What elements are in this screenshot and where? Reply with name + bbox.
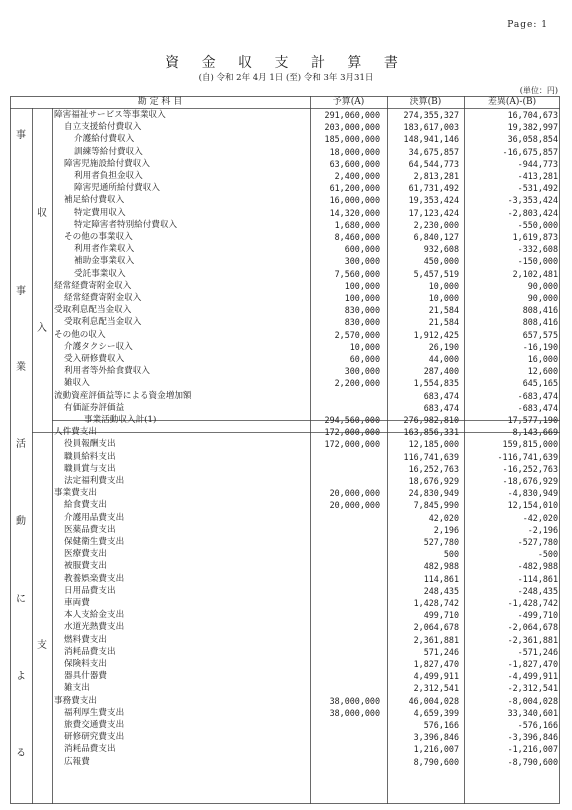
income-char: 入 bbox=[37, 323, 47, 334]
diff-value: 33,340,601 bbox=[507, 707, 558, 718]
table-row bbox=[52, 707, 560, 719]
diff-value: -2,196 bbox=[527, 524, 558, 535]
table-row bbox=[52, 536, 560, 548]
table-row bbox=[52, 146, 560, 158]
table-row bbox=[52, 743, 560, 755]
diff-value: 2,102,481 bbox=[512, 268, 558, 279]
account-name: 受入研修費収入 bbox=[64, 354, 125, 364]
actual-value: 8,790,600 bbox=[413, 756, 459, 767]
actual-value: 21,584 bbox=[428, 317, 459, 328]
diff-value: 1,619,873 bbox=[512, 232, 558, 242]
account-name: 広報費 bbox=[64, 756, 90, 767]
table-row bbox=[52, 426, 560, 438]
diff-value: -571,246 bbox=[517, 646, 558, 657]
actual-value: 571,246 bbox=[423, 646, 459, 657]
table-row bbox=[52, 207, 560, 219]
table-row bbox=[52, 756, 560, 768]
actual-value: 2,196 bbox=[433, 524, 459, 535]
actual-value: 576,166 bbox=[423, 720, 459, 730]
account-name: 補助金事業収入 bbox=[74, 256, 135, 267]
table-row bbox=[52, 341, 560, 353]
account-name: 介護用品費支出 bbox=[64, 512, 125, 523]
actual-value: 683,474 bbox=[423, 402, 459, 413]
header-diff: 差異(A)-(B) bbox=[487, 97, 537, 107]
diff-value: -8,790,600 bbox=[507, 756, 558, 767]
actual-value: 46,004,028 bbox=[408, 695, 459, 706]
actual-value: 16,252,763 bbox=[408, 463, 459, 474]
budget-value: 294,560,000 bbox=[324, 415, 380, 425]
diff-value: -2,803,424 bbox=[507, 207, 558, 218]
diff-value: -683,474 bbox=[517, 390, 558, 401]
actual-value: 21,584 bbox=[428, 305, 459, 316]
diff-value: -18,676,929 bbox=[502, 476, 558, 486]
diff-value: 808,416 bbox=[522, 305, 558, 316]
table-row bbox=[52, 304, 560, 316]
actual-value: 42,020 bbox=[428, 512, 459, 523]
budget-value: 185,000,000 bbox=[324, 134, 380, 145]
table-row bbox=[52, 499, 560, 511]
account-name: 保険料支出 bbox=[64, 659, 107, 669]
table-row bbox=[52, 621, 560, 633]
actual-value: 4,659,399 bbox=[413, 707, 459, 718]
table-row bbox=[52, 560, 560, 572]
table-row bbox=[52, 280, 560, 292]
diff-value: -2,064,678 bbox=[507, 622, 558, 633]
diff-value: -16,675,857 bbox=[502, 146, 558, 157]
account-name: 特定費用収入 bbox=[74, 207, 126, 218]
account-name: 日用品費支出 bbox=[64, 585, 116, 596]
header-actual: 決算(B) bbox=[409, 97, 442, 107]
account-name: 車両費 bbox=[64, 598, 90, 608]
account-name: 医療費支出 bbox=[64, 549, 107, 560]
category-char: 事 bbox=[16, 130, 26, 141]
category-char: る bbox=[16, 748, 26, 759]
account-name: 訓練等給付費収入 bbox=[74, 146, 143, 157]
table-row bbox=[52, 353, 560, 365]
diff-value: -944,773 bbox=[517, 158, 558, 169]
account-name: 補足給付費収入 bbox=[64, 195, 125, 206]
table-row bbox=[52, 316, 560, 328]
diff-value: 16,000 bbox=[527, 354, 558, 364]
budget-value: 63,600,000 bbox=[329, 158, 380, 169]
diff-value: -332,608 bbox=[517, 244, 558, 255]
table-row bbox=[52, 121, 560, 133]
table-row bbox=[52, 695, 560, 707]
diff-value: -42,020 bbox=[522, 512, 558, 523]
diff-value: -114,861 bbox=[517, 573, 558, 584]
table-row bbox=[52, 194, 560, 206]
statement-table bbox=[10, 96, 560, 804]
budget-value: 7,560,000 bbox=[334, 268, 380, 279]
table-row bbox=[52, 548, 560, 560]
account-name: 職員賞与支出 bbox=[64, 463, 116, 474]
category-char: 動 bbox=[16, 516, 26, 527]
account-name: 障害児施設給付費収入 bbox=[64, 158, 150, 169]
actual-value: 2,230,000 bbox=[413, 219, 459, 230]
category-char: 活 bbox=[16, 439, 26, 450]
budget-value: 100,000 bbox=[344, 293, 380, 303]
diff-value: -482,988 bbox=[517, 561, 558, 572]
account-name: 障害福祉サービス等事業収入 bbox=[54, 110, 166, 120]
actual-value: 287,400 bbox=[423, 366, 459, 377]
table-row bbox=[52, 438, 560, 450]
account-name: 受託事業収入 bbox=[74, 268, 126, 279]
diff-value: -1,216,007 bbox=[507, 744, 558, 755]
diff-value: -413,281 bbox=[517, 171, 558, 181]
actual-value: 274,355,327 bbox=[403, 110, 459, 120]
diff-value: -531,492 bbox=[517, 183, 558, 194]
account-name: 役員報酬支出 bbox=[64, 439, 116, 450]
account-name: 研修研究費支出 bbox=[64, 732, 125, 743]
actual-value: 1,912,425 bbox=[413, 329, 459, 340]
actual-value: 64,544,773 bbox=[408, 158, 459, 169]
actual-value: 10,000 bbox=[428, 293, 459, 303]
diff-value: -2,312,541 bbox=[507, 683, 558, 694]
category-char: 業 bbox=[16, 362, 26, 373]
account-name: 法定福利費支出 bbox=[64, 476, 125, 486]
category-char: に bbox=[16, 594, 26, 605]
diff-value: 8,143,669 bbox=[512, 427, 558, 438]
table-row bbox=[52, 475, 560, 487]
table-row bbox=[52, 451, 560, 463]
actual-value: 44,000 bbox=[428, 354, 459, 364]
diff-value: 16,704,673 bbox=[507, 110, 558, 120]
table-row bbox=[52, 670, 560, 682]
diff-value: 808,416 bbox=[522, 317, 558, 328]
document-title: 資 金 収 支 計 算 書 bbox=[165, 55, 407, 71]
actual-value: 276,982,810 bbox=[403, 415, 459, 425]
account-name: 本人支給金支出 bbox=[64, 610, 125, 621]
diff-value: 19,382,997 bbox=[507, 122, 558, 133]
budget-value: 8,460,000 bbox=[334, 232, 380, 242]
account-name: 水道光熱費支出 bbox=[64, 622, 125, 633]
budget-value: 16,000,000 bbox=[329, 195, 380, 206]
actual-value: 450,000 bbox=[423, 256, 459, 267]
table-row bbox=[52, 109, 560, 121]
diff-value: 12,154,010 bbox=[507, 500, 558, 511]
budget-value: 38,000,000 bbox=[329, 707, 380, 718]
diff-value: -116,741,639 bbox=[497, 451, 558, 462]
diff-value: -550,000 bbox=[517, 219, 558, 230]
table-row bbox=[52, 292, 560, 304]
table-row bbox=[52, 634, 560, 646]
diff-value: -3,353,424 bbox=[507, 195, 558, 206]
account-name: 経常経費寄附金収入 bbox=[54, 280, 132, 291]
diff-value: 159,815,000 bbox=[502, 439, 558, 450]
actual-value: 183,617,003 bbox=[403, 122, 459, 133]
actual-value: 1,216,007 bbox=[413, 744, 459, 755]
table-row bbox=[52, 158, 560, 170]
category-char: よ bbox=[16, 671, 26, 682]
table-row bbox=[52, 573, 560, 585]
table-row bbox=[52, 682, 560, 694]
account-name: その他の事業収入 bbox=[64, 232, 133, 242]
budget-value: 600,000 bbox=[344, 244, 380, 255]
actual-value: 116,741,639 bbox=[403, 451, 459, 462]
account-name: 雑収入 bbox=[64, 378, 90, 389]
actual-value: 3,396,846 bbox=[413, 732, 459, 743]
actual-value: 1,428,742 bbox=[413, 598, 459, 608]
actual-value: 26,190 bbox=[428, 341, 459, 352]
table-row bbox=[52, 133, 560, 145]
account-name: 有価証券評価益 bbox=[64, 402, 125, 413]
expense-char: 支 bbox=[37, 640, 47, 651]
budget-value: 830,000 bbox=[344, 305, 380, 316]
diff-value: -8,004,028 bbox=[507, 695, 558, 706]
page-number: Page: 1 bbox=[507, 20, 548, 30]
budget-value: 61,200,000 bbox=[329, 183, 380, 194]
table-row bbox=[52, 390, 560, 402]
actual-value: 10,000 bbox=[428, 280, 459, 291]
budget-value: 172,000,000 bbox=[324, 439, 380, 450]
income-char: 収 bbox=[37, 208, 47, 219]
actual-value: 12,185,000 bbox=[408, 439, 459, 450]
account-name: 旅費交通費支出 bbox=[64, 720, 125, 730]
diff-value: -683,474 bbox=[517, 402, 558, 413]
table-row bbox=[52, 524, 560, 536]
actual-value: 114,861 bbox=[423, 573, 459, 584]
actual-value: 2,813,281 bbox=[413, 171, 459, 181]
actual-value: 6,840,127 bbox=[413, 232, 459, 242]
budget-value: 2,200,000 bbox=[334, 378, 380, 389]
diff-value: -4,499,911 bbox=[507, 671, 558, 682]
budget-value: 38,000,000 bbox=[329, 695, 380, 706]
diff-value: -499,710 bbox=[517, 610, 558, 621]
account-name: 器具什器費 bbox=[64, 671, 107, 682]
account-name: 給食費支出 bbox=[64, 500, 107, 511]
diff-value: -248,435 bbox=[517, 585, 558, 596]
diff-value: 90,000 bbox=[527, 293, 558, 303]
table-row bbox=[52, 597, 560, 609]
account-name: 事業費支出 bbox=[54, 488, 97, 499]
table-row bbox=[52, 658, 560, 670]
actual-value: 1,554,835 bbox=[413, 378, 459, 389]
actual-value: 2,312,541 bbox=[413, 683, 459, 694]
table-row bbox=[52, 219, 560, 231]
account-name: 利用者等外給食費収入 bbox=[64, 366, 150, 377]
header-budget: 予算(A) bbox=[332, 97, 365, 107]
actual-value: 61,731,492 bbox=[408, 183, 459, 194]
diff-value: -4,830,949 bbox=[507, 488, 558, 499]
account-name: 介護タクシー収入 bbox=[64, 341, 133, 352]
table-row bbox=[52, 329, 560, 341]
actual-value: 932,608 bbox=[423, 244, 459, 255]
budget-value: 830,000 bbox=[344, 317, 380, 328]
diff-value: -527,780 bbox=[517, 537, 558, 547]
account-name: 受取利息配当金収入 bbox=[64, 317, 142, 328]
budget-value: 18,000,000 bbox=[329, 146, 380, 157]
account-name: 医薬品費支出 bbox=[64, 524, 116, 535]
actual-value: 5,457,519 bbox=[413, 268, 459, 279]
table-row bbox=[52, 170, 560, 182]
diff-value: 645,165 bbox=[522, 378, 558, 389]
table-row bbox=[52, 646, 560, 658]
account-name: 職員給料支出 bbox=[64, 451, 116, 462]
account-name: その他の収入 bbox=[54, 329, 106, 340]
account-name: 事業活動収入計(1) bbox=[84, 415, 157, 425]
actual-value: 527,780 bbox=[423, 537, 459, 547]
category-char: 事 bbox=[16, 286, 26, 297]
diff-value: -16,252,763 bbox=[502, 463, 558, 474]
actual-value: 2,064,678 bbox=[413, 622, 459, 633]
budget-value: 60,000 bbox=[349, 354, 380, 364]
account-name: 保健衛生費支出 bbox=[64, 537, 125, 547]
diff-value: 90,000 bbox=[527, 280, 558, 291]
account-name: 自立支援給付費収入 bbox=[64, 122, 142, 133]
actual-value: 7,845,990 bbox=[413, 500, 459, 511]
actual-value: 24,830,949 bbox=[408, 488, 459, 499]
actual-value: 500 bbox=[443, 549, 459, 560]
diff-value: -500 bbox=[537, 549, 558, 560]
table-row bbox=[52, 182, 560, 194]
account-name: 障害児通所給付費収入 bbox=[74, 183, 160, 194]
table-row bbox=[52, 512, 560, 524]
actual-value: 34,675,857 bbox=[408, 146, 459, 157]
account-name: 人件費支出 bbox=[54, 427, 97, 438]
budget-value: 20,000,000 bbox=[329, 500, 380, 511]
diff-value: -1,428,742 bbox=[507, 598, 558, 608]
actual-value: 163,856,331 bbox=[403, 427, 459, 438]
table-row bbox=[52, 585, 560, 597]
table-row bbox=[52, 365, 560, 377]
budget-value: 10,000 bbox=[349, 341, 380, 352]
fiscal-period: (自) 令和 2年 4月 1日 (至) 令和 3年 3月31日 bbox=[198, 73, 374, 83]
table-row bbox=[52, 402, 560, 414]
budget-value: 14,320,000 bbox=[329, 207, 380, 218]
actual-value: 148,941,146 bbox=[403, 134, 459, 145]
diff-value: -1,827,470 bbox=[507, 659, 558, 669]
header-item: 勘 定 科 目 bbox=[137, 97, 183, 107]
table-row bbox=[52, 731, 560, 743]
account-name: 燃料費支出 bbox=[64, 634, 107, 645]
diff-value: -576,166 bbox=[517, 720, 558, 730]
table-row bbox=[52, 231, 560, 243]
table-row bbox=[52, 487, 560, 499]
diff-value: 17,577,190 bbox=[507, 415, 558, 425]
actual-value: 17,123,424 bbox=[408, 207, 459, 218]
budget-value: 291,060,000 bbox=[324, 110, 380, 120]
account-name: 利用者負担金収入 bbox=[74, 171, 143, 181]
actual-value: 4,499,911 bbox=[413, 671, 459, 682]
actual-value: 18,676,929 bbox=[408, 476, 459, 486]
budget-value: 1,680,000 bbox=[334, 219, 380, 230]
account-name: 事務費支出 bbox=[54, 695, 97, 706]
account-name: 雑支出 bbox=[64, 683, 90, 694]
table-row bbox=[52, 255, 560, 267]
diff-value: -2,361,881 bbox=[507, 634, 558, 645]
actual-value: 499,710 bbox=[423, 610, 459, 621]
account-name: 流動資産評価益等による資金増加額 bbox=[54, 390, 192, 401]
diff-value: 657,575 bbox=[522, 329, 558, 340]
diff-value: 12,600 bbox=[527, 366, 558, 377]
table-row bbox=[52, 414, 560, 426]
budget-value: 2,570,000 bbox=[334, 329, 380, 340]
table-row bbox=[52, 463, 560, 475]
diff-value: 36,058,854 bbox=[507, 134, 558, 145]
table-row bbox=[52, 243, 560, 255]
budget-value: 172,000,000 bbox=[324, 427, 380, 438]
budget-value: 20,000,000 bbox=[329, 488, 380, 499]
table-row bbox=[52, 268, 560, 280]
diff-value: -3,396,846 bbox=[507, 732, 558, 743]
account-name: 受取利息配当金収入 bbox=[54, 305, 132, 316]
account-name: 消耗品費支出 bbox=[64, 646, 116, 657]
actual-value: 482,988 bbox=[423, 561, 459, 572]
diff-value: -16,190 bbox=[522, 341, 558, 352]
budget-value: 300,000 bbox=[344, 366, 380, 377]
actual-value: 683,474 bbox=[423, 390, 459, 401]
account-name: 被服費支出 bbox=[64, 561, 107, 572]
actual-value: 1,827,470 bbox=[413, 659, 459, 669]
account-name: 介護給付費収入 bbox=[74, 134, 135, 145]
budget-value: 203,000,000 bbox=[324, 122, 380, 133]
actual-value: 19,353,424 bbox=[408, 195, 459, 206]
account-name: 福利厚生費支出 bbox=[64, 707, 125, 718]
actual-value: 2,361,881 bbox=[413, 634, 459, 645]
account-name: 消耗品費支出 bbox=[64, 744, 116, 755]
actual-value: 248,435 bbox=[423, 585, 459, 596]
table-row bbox=[52, 719, 560, 731]
table-row bbox=[52, 609, 560, 621]
budget-value: 100,000 bbox=[344, 280, 380, 291]
budget-value: 300,000 bbox=[344, 256, 380, 267]
table-row bbox=[52, 377, 560, 389]
account-name: 利用者作業収入 bbox=[74, 244, 135, 255]
diff-value: -150,000 bbox=[517, 256, 558, 267]
unit-label: (単位：円) bbox=[519, 86, 558, 95]
account-name: 経常経費寄附金収入 bbox=[64, 293, 142, 303]
account-name: 特定障害者特別給付費収入 bbox=[74, 219, 178, 230]
budget-value: 2,400,000 bbox=[334, 171, 380, 181]
account-name: 教養娯楽費支出 bbox=[64, 573, 125, 584]
